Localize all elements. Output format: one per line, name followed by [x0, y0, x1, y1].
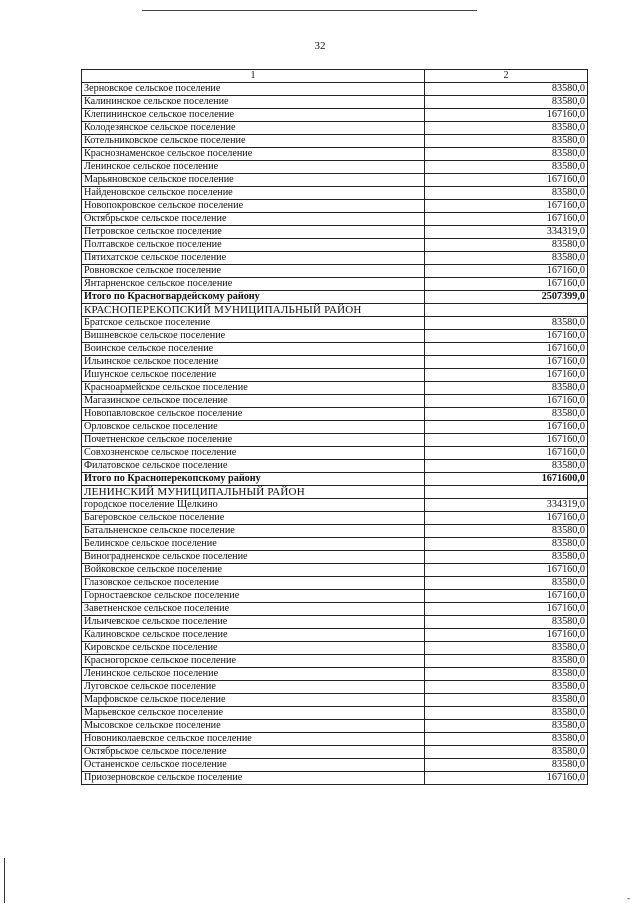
- settlement-name: Ровновское сельское поселение: [82, 265, 425, 278]
- settlement-name: Заветненское сельское поселение: [82, 603, 425, 616]
- settlement-name: Калининское сельское поселение: [82, 96, 425, 109]
- settlement-name: Филатовское сельское поселение: [82, 460, 425, 473]
- amount-cell: 83580,0: [425, 96, 588, 109]
- amount-cell: 83580,0: [425, 551, 588, 564]
- amount-cell: 167160,0: [425, 629, 588, 642]
- column-header-2: 2: [425, 70, 588, 83]
- table-row: [82, 720, 588, 733]
- settlement-name: Приозерновское сельское поселение: [82, 772, 425, 785]
- settlement-name: Октябрьское сельское поселение: [82, 746, 425, 759]
- amount-cell: 167160,0: [425, 772, 588, 785]
- settlement-name: Новониколаевское сельское поселение: [82, 733, 425, 746]
- table-row: [82, 499, 588, 512]
- settlement-name: Ишунское сельское поселение: [82, 369, 425, 382]
- amount-cell: 167160,0: [425, 447, 588, 460]
- amount-cell: 167160,0: [425, 434, 588, 447]
- table-row: [82, 551, 588, 564]
- district-total-row: [82, 473, 588, 486]
- amount-cell: 83580,0: [425, 83, 588, 96]
- settlement-name: Совхозненское сельское поселение: [82, 447, 425, 460]
- settlement-name: Горностаевское сельское поселение: [82, 590, 425, 603]
- settlement-name: Марьяновское сельское поселение: [82, 174, 425, 187]
- table-header-row: [82, 70, 588, 83]
- table-row: [82, 109, 588, 122]
- table-row: [82, 668, 588, 681]
- table-row: [82, 408, 588, 421]
- settlement-name: Белинское сельское поселение: [82, 538, 425, 551]
- amount-cell: 167160,0: [425, 109, 588, 122]
- settlement-name: Воинское сельское поселение: [82, 343, 425, 356]
- table-row: [82, 252, 588, 265]
- settlement-name: Краснознаменское сельское поселение: [82, 148, 425, 161]
- settlement-name: Новопокровское сельское поселение: [82, 200, 425, 213]
- amount-cell: 1671600,0: [425, 473, 588, 486]
- settlement-name: Полтавское сельское поселение: [82, 239, 425, 252]
- settlement-name: Новопавловское сельское поселение: [82, 408, 425, 421]
- budget-table: [81, 69, 588, 785]
- table-row: [82, 265, 588, 278]
- settlement-name: Клепининское сельское поселение: [82, 109, 425, 122]
- settlement-name: Котельниковское сельское поселение: [82, 135, 425, 148]
- table-row: [82, 733, 588, 746]
- amount-cell: 83580,0: [425, 642, 588, 655]
- table-row: [82, 759, 588, 772]
- amount-cell: 2507399,0: [425, 291, 588, 304]
- amount-cell: 83580,0: [425, 759, 588, 772]
- table-row: [82, 343, 588, 356]
- table-row: [82, 395, 588, 408]
- settlement-name: Янтарненское сельское поселение: [82, 278, 425, 291]
- settlement-name: Кировское сельское поселение: [82, 642, 425, 655]
- table-row: [82, 616, 588, 629]
- amount-cell: 83580,0: [425, 252, 588, 265]
- table-row: [82, 772, 588, 785]
- settlement-name: Батальненское сельское поселение: [82, 525, 425, 538]
- amount-cell: 83580,0: [425, 525, 588, 538]
- settlement-name: Марьевское сельское поселение: [82, 707, 425, 720]
- margin-mark: [4, 858, 5, 903]
- amount-cell: 167160,0: [425, 603, 588, 616]
- amount-cell: 167160,0: [425, 330, 588, 343]
- settlement-name: Войковское сельское поселение: [82, 564, 425, 577]
- table-row: [82, 564, 588, 577]
- amount-cell: 83580,0: [425, 135, 588, 148]
- amount-cell: 167160,0: [425, 512, 588, 525]
- district-total-row: [82, 291, 588, 304]
- table-row: [82, 746, 588, 759]
- amount-cell: 83580,0: [425, 577, 588, 590]
- amount-cell: 334319,0: [425, 499, 588, 512]
- table-row: [82, 538, 588, 551]
- top-rule: [142, 10, 477, 11]
- settlement-name: Братское сельское поселение: [82, 317, 425, 330]
- settlement-name: Зерновское сельское поселение: [82, 83, 425, 96]
- amount-cell: 167160,0: [425, 421, 588, 434]
- table-row: [82, 278, 588, 291]
- settlement-name: городское поселение Щелкино: [82, 499, 425, 512]
- amount-cell: 167160,0: [425, 278, 588, 291]
- amount-cell: [425, 486, 588, 499]
- settlement-name: Итого по Красногвардейскому району: [82, 291, 425, 304]
- settlement-name: Найденовское сельское поселение: [82, 187, 425, 200]
- amount-cell: 167160,0: [425, 395, 588, 408]
- settlement-name: Ильинское сельское поселение: [82, 356, 425, 369]
- table-row: [82, 434, 588, 447]
- table-row: [82, 83, 588, 96]
- table-row: [82, 603, 588, 616]
- amount-cell: 83580,0: [425, 668, 588, 681]
- amount-cell: 167160,0: [425, 590, 588, 603]
- page-number: 32: [314, 40, 326, 52]
- settlement-name: Глазовское сельское поселение: [82, 577, 425, 590]
- district-section-row: [82, 304, 588, 317]
- amount-cell: 83580,0: [425, 382, 588, 395]
- amount-cell: 83580,0: [425, 187, 588, 200]
- budget-table-body: [82, 70, 588, 785]
- amount-cell: 83580,0: [425, 655, 588, 668]
- settlement-name: Почетненское сельское поселение: [82, 434, 425, 447]
- settlement-name: Ильичевское сельское поселение: [82, 616, 425, 629]
- settlement-name: Мысовское сельское поселение: [82, 720, 425, 733]
- amount-cell: 83580,0: [425, 720, 588, 733]
- district-section-row: [82, 486, 588, 499]
- table-row: [82, 122, 588, 135]
- amount-cell: 167160,0: [425, 174, 588, 187]
- settlement-name: Пятихатское сельское поселение: [82, 252, 425, 265]
- table-row: [82, 629, 588, 642]
- settlement-name: Магазинское сельское поселение: [82, 395, 425, 408]
- table-row: [82, 135, 588, 148]
- table-row: [82, 317, 588, 330]
- amount-cell: 83580,0: [425, 694, 588, 707]
- amount-cell: 83580,0: [425, 460, 588, 473]
- table-row: [82, 655, 588, 668]
- table-row: [82, 330, 588, 343]
- table-row: [82, 148, 588, 161]
- amount-cell: 83580,0: [425, 317, 588, 330]
- table-row: [82, 200, 588, 213]
- table-row: [82, 707, 588, 720]
- amount-cell: 83580,0: [425, 239, 588, 252]
- table-row: [82, 382, 588, 395]
- amount-cell: 83580,0: [425, 681, 588, 694]
- amount-cell: 83580,0: [425, 746, 588, 759]
- settlement-name: Вишневское сельское поселение: [82, 330, 425, 343]
- table-row: [82, 447, 588, 460]
- amount-cell: 167160,0: [425, 564, 588, 577]
- settlement-name: Виноградненское сельское поселение: [82, 551, 425, 564]
- table-row: [82, 226, 588, 239]
- amount-cell: 167160,0: [425, 265, 588, 278]
- amount-cell: 167160,0: [425, 200, 588, 213]
- table-row: [82, 356, 588, 369]
- settlement-name: Красноармейское сельское поселение: [82, 382, 425, 395]
- column-header-1: 1: [82, 70, 425, 83]
- corner-mark: -: [627, 893, 630, 903]
- table-row: [82, 239, 588, 252]
- settlement-name: Луговское сельское поселение: [82, 681, 425, 694]
- amount-cell: 83580,0: [425, 161, 588, 174]
- table-row: [82, 421, 588, 434]
- table-row: [82, 525, 588, 538]
- settlement-name: Петровское сельское поселение: [82, 226, 425, 239]
- table-row: [82, 681, 588, 694]
- amount-cell: 83580,0: [425, 122, 588, 135]
- settlement-name: Марфовское сельское поселение: [82, 694, 425, 707]
- district-heading: КРАСНОПЕРЕКОПСКИЙ МУНИЦИПАЛЬНЫЙ РАЙОН: [82, 304, 425, 317]
- settlement-name: Итого по Красноперекопскому району: [82, 473, 425, 486]
- table-row: [82, 187, 588, 200]
- amount-cell: 83580,0: [425, 408, 588, 421]
- table-row: [82, 213, 588, 226]
- amount-cell: 167160,0: [425, 369, 588, 382]
- district-heading: ЛЕНИНСКИЙ МУНИЦИПАЛЬНЫЙ РАЙОН: [82, 486, 425, 499]
- settlement-name: Орловское сельское поселение: [82, 421, 425, 434]
- amount-cell: 83580,0: [425, 616, 588, 629]
- settlement-name: Ленинское сельское поселение: [82, 161, 425, 174]
- table-row: [82, 642, 588, 655]
- table-row: [82, 512, 588, 525]
- settlement-name: Колодезянское сельское поселение: [82, 122, 425, 135]
- table-row: [82, 460, 588, 473]
- table-row: [82, 694, 588, 707]
- table-row: [82, 161, 588, 174]
- amount-cell: 167160,0: [425, 343, 588, 356]
- table-row: [82, 369, 588, 382]
- table-row: [82, 96, 588, 109]
- settlement-name: Октябрьское сельское поселение: [82, 213, 425, 226]
- table-row: [82, 174, 588, 187]
- amount-cell: 83580,0: [425, 733, 588, 746]
- table-row: [82, 577, 588, 590]
- amount-cell: 83580,0: [425, 707, 588, 720]
- amount-cell: [425, 304, 588, 317]
- amount-cell: 83580,0: [425, 148, 588, 161]
- amount-cell: 167160,0: [425, 356, 588, 369]
- amount-cell: 83580,0: [425, 538, 588, 551]
- settlement-name: Ленинское сельское поселение: [82, 668, 425, 681]
- settlement-name: Багеровское сельское поселение: [82, 512, 425, 525]
- table-row: [82, 590, 588, 603]
- settlement-name: Останенское сельское поселение: [82, 759, 425, 772]
- amount-cell: 167160,0: [425, 213, 588, 226]
- settlement-name: Калиновское сельское поселение: [82, 629, 425, 642]
- amount-cell: 334319,0: [425, 226, 588, 239]
- settlement-name: Красногорское сельское поселение: [82, 655, 425, 668]
